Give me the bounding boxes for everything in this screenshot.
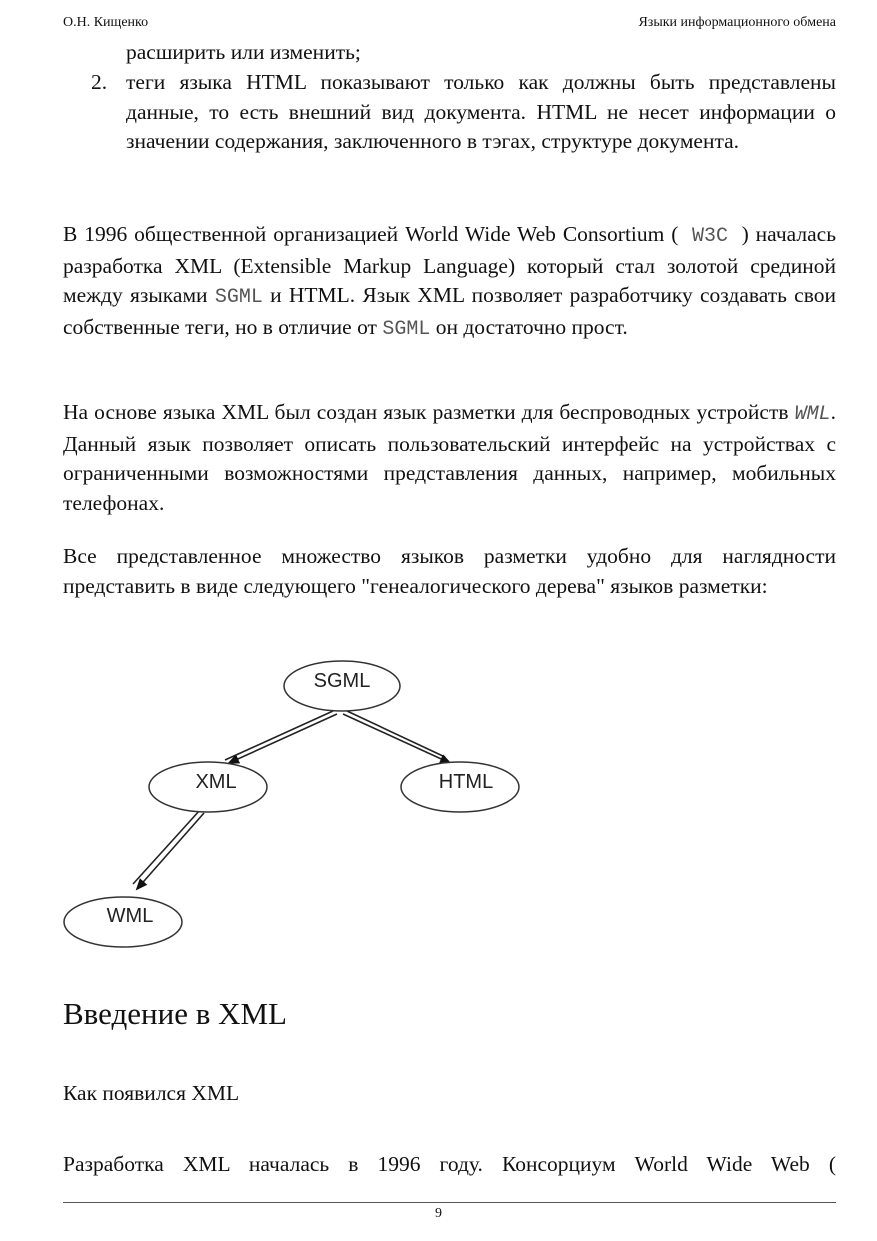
page-number: 9	[435, 1206, 442, 1221]
paragraph-text: он достаточно прост.	[430, 314, 628, 339]
node-label: XML	[195, 771, 237, 793]
edge-sgml-html	[343, 711, 450, 763]
footer-divider	[63, 1202, 836, 1203]
list-item-text: теги языка HTML показывают только как должны быть представлены данные, то есть внешний вид документа. HTML не несет информации о значении содержания, заключенного в тэгах, структуре документа.	[126, 70, 836, 153]
paragraph-xml-history: Разработка XML началась в 1996 году. Консорциум World Wide Web (	[63, 1152, 836, 1176]
paragraph-text: ) началась разработка XML (Extensible Markup Language) который стал золотой срединой между языками	[63, 222, 837, 307]
section-heading: Введение в XML	[63, 996, 287, 1031]
header-author: О.Н. Кищенко	[63, 15, 149, 30]
edge-sgml-xml	[225, 711, 337, 763]
edge-xml-wml	[133, 810, 204, 889]
subsection-heading: Как появился XML	[63, 1081, 240, 1105]
node-html	[401, 762, 519, 812]
node-sgml	[284, 661, 400, 711]
list-continuation: расширить или изменить;	[126, 40, 361, 64]
code-wml: WML	[794, 403, 831, 426]
node-label: WML	[106, 905, 154, 927]
header-title: Языки информационного обмена	[638, 15, 836, 30]
paragraph-wml	[63, 398, 836, 518]
code-w3c: W3C	[678, 225, 742, 248]
list-item-number: 2.	[91, 70, 108, 94]
paragraph-xml-origin	[63, 220, 836, 344]
code-sgml: SGML	[214, 286, 263, 309]
code-sgml: SGML	[382, 317, 431, 341]
node-wml	[64, 897, 182, 947]
node-label: SGML	[313, 670, 371, 692]
paragraph-text: . Данный язык позволяет описать пользовательский интерфейс на устройствах с ограниченными возможностями представления данных, например, мобильных телефонах.	[63, 400, 836, 515]
paragraph-tree-intro: Все представленное множество языков разметки удобно для наглядности представить в виде следующего "генеалогического дерева" языков разметки:	[63, 544, 836, 598]
markup-language-tree	[60, 655, 530, 955]
paragraph-text: На основе языка XML был создан язык разметки для беспроводных устройств	[63, 400, 795, 424]
node-label: HTML	[438, 771, 494, 793]
page-header	[63, 15, 836, 35]
paragraph-text: В 1996 общественной организацией World Wide Web Consortium (	[63, 222, 679, 246]
node-xml	[149, 762, 267, 812]
paragraph-text: и HTML. Язык XML позволяет разработчику создавать свои собственные теги, но в отличие от	[63, 283, 836, 339]
